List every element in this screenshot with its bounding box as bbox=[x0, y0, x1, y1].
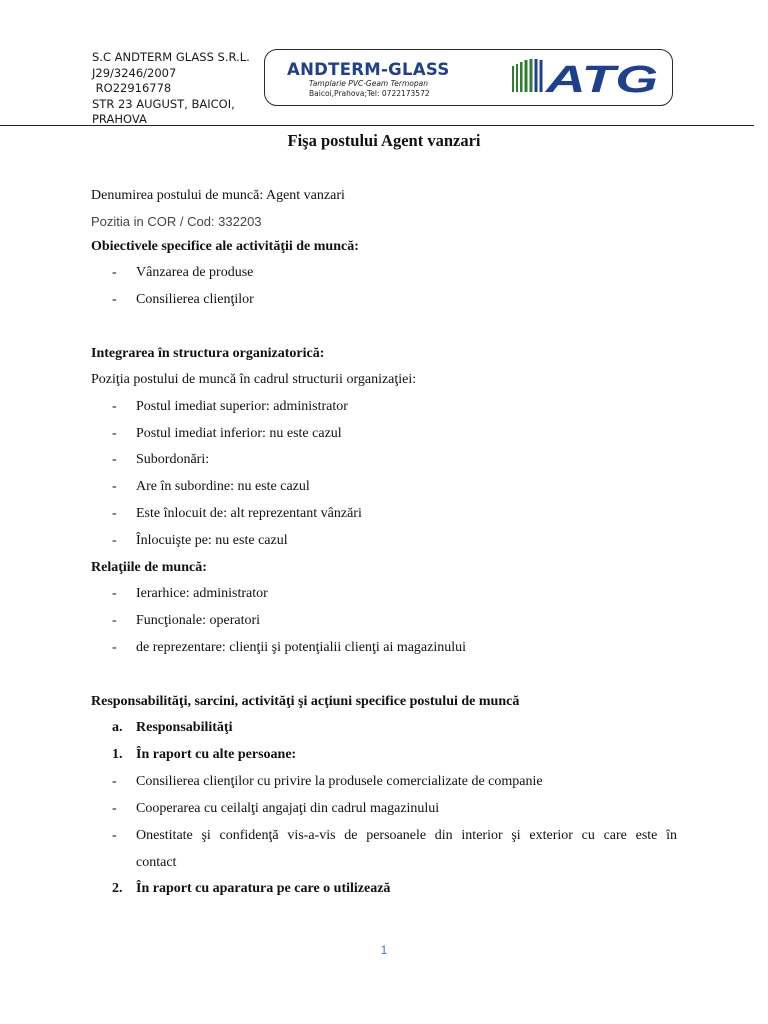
page-number: 1 bbox=[380, 943, 388, 957]
company-name: S.C ANDTERM GLASS S.R.L. bbox=[92, 50, 250, 64]
document-title: Fişa postului Agent vanzari bbox=[287, 131, 481, 150]
subsection-heading: În raport cu alte persoane: bbox=[136, 747, 297, 762]
list-bullet: - bbox=[112, 479, 117, 494]
logo-stripes-blue bbox=[535, 59, 543, 92]
logo-contact: Baicoi,Prahova;Tel: 0722173572 bbox=[309, 89, 430, 98]
list-bullet: - bbox=[112, 640, 117, 655]
list-marker: a. bbox=[112, 720, 123, 735]
list-bullet: - bbox=[112, 774, 117, 789]
list-item: Este înlocuit de: alt reprezentant vânzări bbox=[136, 506, 362, 521]
logo-tagline: Tamplarie PVC-Geam Termopan bbox=[309, 79, 428, 88]
logo-stripes bbox=[512, 59, 533, 92]
section-heading: Obiectivele specifice ale activităţii de muncă: bbox=[91, 239, 359, 254]
subsection-heading: În raport cu aparatura pe care o utilizează bbox=[136, 881, 391, 896]
logo-mark-text: ATG bbox=[544, 59, 658, 100]
subsection-heading: Responsabilităţi bbox=[136, 720, 233, 735]
list-item: Cooperarea cu ceilalţi angajaţi din cadrul magazinului bbox=[136, 801, 440, 816]
section-heading: Integrarea în structura organizatorică: bbox=[91, 346, 325, 361]
list-bullet: - bbox=[112, 613, 117, 628]
list-item-continuation: contact bbox=[136, 855, 177, 870]
registration-number: J29/3246/2007 bbox=[92, 65, 177, 80]
list-bullet: - bbox=[112, 506, 117, 521]
section-heading: Responsabilităţi, sarcini, activităţi şi acţiuni specifice postului de muncă bbox=[91, 694, 520, 709]
list-item: Înlocuişte pe: nu este cazul bbox=[136, 533, 288, 548]
list-bullet: - bbox=[112, 292, 117, 307]
job-title-line: Denumirea postului de muncă: Agent vanzari bbox=[91, 188, 345, 203]
fiscal-code: RO22916778 bbox=[92, 81, 172, 95]
list-bullet: - bbox=[112, 426, 117, 441]
header-divider bbox=[0, 125, 754, 126]
list-bullet: - bbox=[112, 265, 117, 280]
list-marker: 2. bbox=[112, 881, 123, 896]
list-item: Ierarhice: administrator bbox=[136, 586, 268, 601]
list-item: Postul imediat superior: administrator bbox=[136, 399, 348, 414]
list-item: de reprezentare: clienţii şi potenţialii clienţi ai magazinului bbox=[136, 640, 467, 655]
list-item: Consilierea clienţilor bbox=[136, 292, 254, 307]
logo-brand-name: ANDTERM-GLASS bbox=[287, 60, 450, 79]
list-bullet: - bbox=[112, 452, 117, 467]
atg-logo-mark bbox=[512, 56, 662, 100]
company-info bbox=[92, 50, 250, 128]
list-item: Postul imediat inferior: nu este cazul bbox=[136, 426, 342, 441]
address-line: STR 23 AUGUST, BAICOI, bbox=[92, 96, 235, 111]
list-item: Funcţionale: operatori bbox=[136, 613, 261, 628]
list-item: Onestitate şi confidenţă vis-a-vis de persoanele din interior şi exterior cu care este în bbox=[136, 828, 677, 843]
list-item: Subordonări: bbox=[136, 452, 210, 467]
list-item: Vânzarea de produse bbox=[136, 265, 254, 280]
list-bullet: - bbox=[112, 828, 117, 843]
list-marker: 1. bbox=[112, 747, 123, 762]
list-bullet: - bbox=[112, 801, 117, 816]
list-bullet: - bbox=[112, 399, 117, 414]
list-bullet: - bbox=[112, 533, 117, 548]
list-item: Are în subordine: nu este cazul bbox=[136, 479, 310, 494]
address-county: PRAHOVA bbox=[92, 112, 147, 126]
cor-code-line: Pozitia in COR / Cod: 332203 bbox=[91, 214, 262, 229]
list-bullet: - bbox=[112, 586, 117, 601]
paragraph: Poziţia postului de muncă în cadrul structurii organizaţiei: bbox=[91, 372, 417, 387]
list-item: Consilierea clienţilor cu privire la produsele comercializate de companie bbox=[136, 774, 543, 789]
section-heading: Relaţiile de muncă: bbox=[91, 560, 207, 575]
